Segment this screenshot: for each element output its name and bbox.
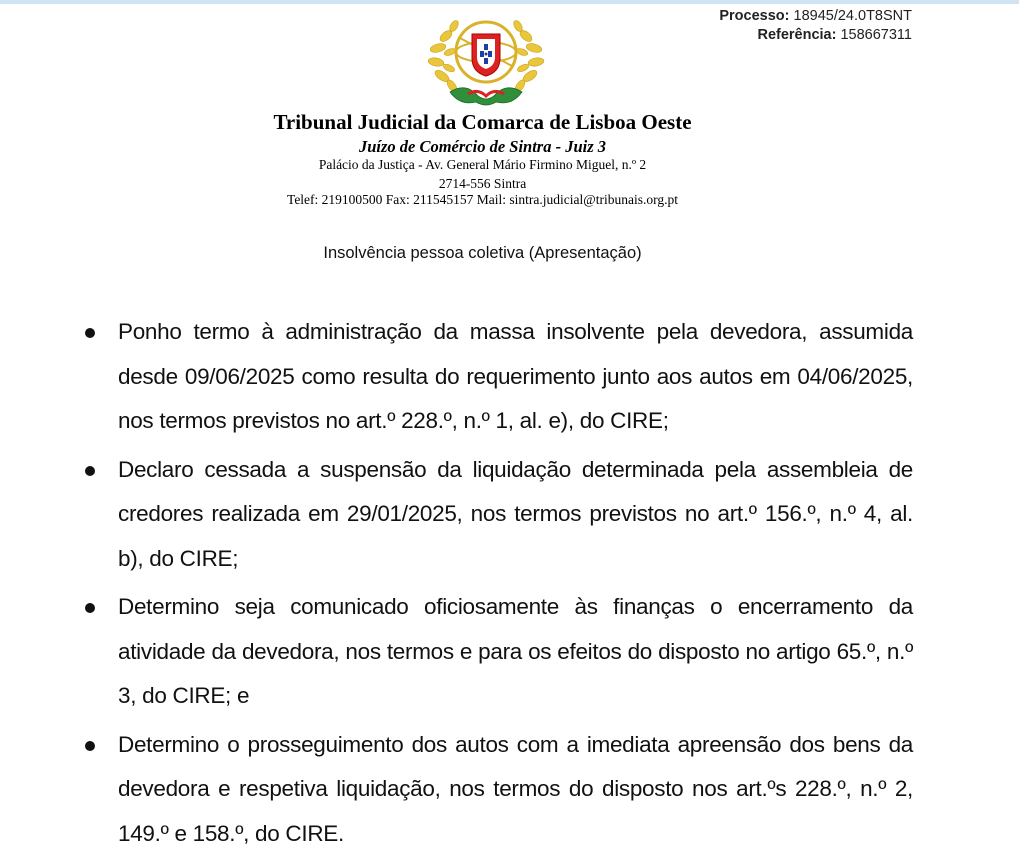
decision-list xyxy=(85,310,913,860)
list-item-text: Determino o prosseguimento dos autos com a imediata apreensão dos bens da devedora e respetiva liquidação, nos termos do disposto nos art.ºs 228.º, n.º 2, 149.º e 158.º, do CIRE. xyxy=(118,731,913,846)
list-item xyxy=(85,448,913,582)
bullet-icon xyxy=(85,328,95,338)
court-section: Juízo de Comércio de Sintra - Juiz 3 xyxy=(358,137,607,156)
process-type: Insolvência pessoa coletiva (Apresentação) xyxy=(323,244,642,262)
list-item-text: Determino seja comunicado oficiosamente às finanças o encerramento da atividade da devedora, nos termos e para os efeitos do disposto no artigo 65.º, n.º 3, do CIRE; e xyxy=(118,594,913,708)
list-item-text: Ponho termo à administração da massa insolvente pela devedora, assumida desde 09/06/2025 como resulta do requerimento junto aos autos em 04/06/2025, nos termos previstos no art.º 228.º, n.º 1, al. e), do CIRE; xyxy=(118,319,913,433)
document-meta xyxy=(719,7,912,44)
processo-value: 18945/24.0T8SNT xyxy=(793,8,912,24)
referencia-label: Referência: xyxy=(757,26,837,43)
portuguese-coat-of-arms-icon xyxy=(416,6,556,110)
list-item xyxy=(85,723,913,857)
referencia-line xyxy=(719,26,912,45)
top-strip xyxy=(0,0,1019,4)
bullet-icon xyxy=(85,603,95,613)
bullet-icon xyxy=(85,466,95,476)
referencia-value: 158667311 xyxy=(840,26,912,43)
court-postal: 2714-556 Sintra xyxy=(438,176,527,191)
list-item-text: Declaro cessada a suspensão da liquidação determinada pela assembleia de credores realizada em 29/01/2025, nos termos previstos no art.º 156.º, n.º 4, al. b), do CIRE; xyxy=(118,456,913,571)
processo-line xyxy=(719,7,912,26)
processo-label: Processo: xyxy=(719,8,790,24)
bullet-icon xyxy=(85,741,95,751)
list-item xyxy=(85,585,913,719)
court-contacts: Telef: 219100500 Fax: 211545157 Mail: sintra.judicial@tribunais.org.pt xyxy=(287,192,678,207)
list-item xyxy=(85,310,913,444)
court-address: Palácio da Justiça - Av. General Mário Firmino Miguel, n.º 2 xyxy=(318,157,647,172)
court-name: Tribunal Judicial da Comarca de Lisboa Oeste xyxy=(273,110,692,134)
